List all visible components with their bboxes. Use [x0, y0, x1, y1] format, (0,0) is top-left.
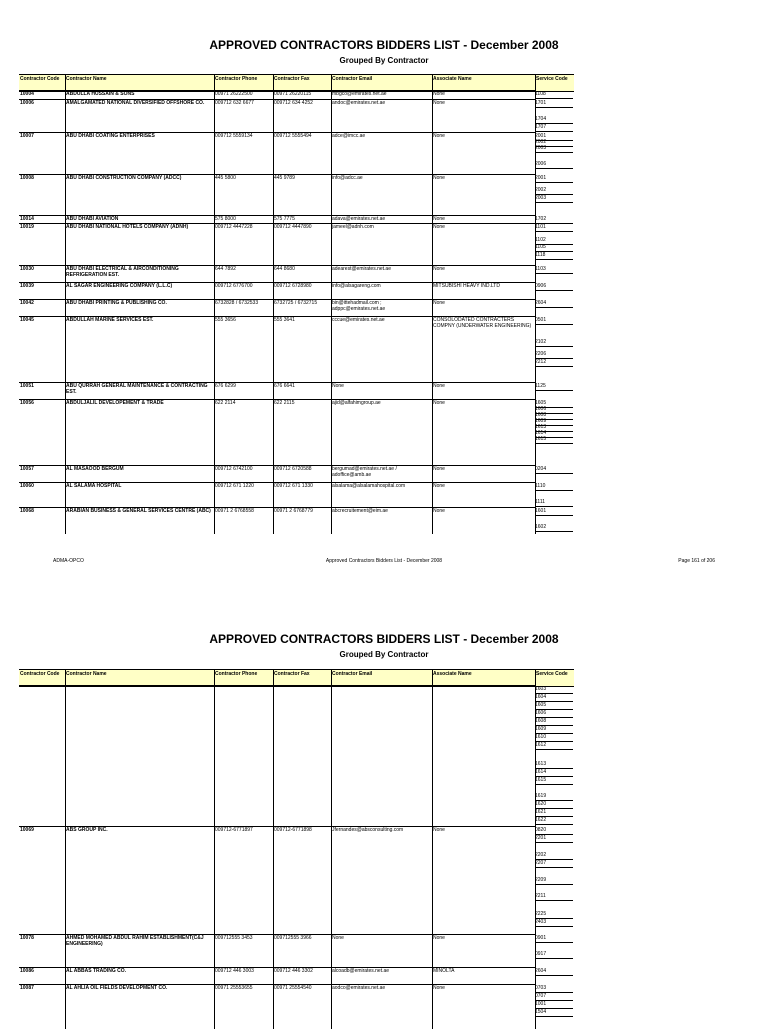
cell-service-code: 1001	[535, 1001, 573, 1009]
row-divider	[19, 984, 535, 985]
header-service: Service Code	[536, 671, 568, 677]
row-divider	[19, 90, 535, 91]
row-divider	[19, 507, 535, 508]
row-divider	[19, 482, 535, 483]
cell-service-code: 1609	[535, 726, 573, 734]
cell-code: 10078	[20, 935, 34, 941]
cell-associate: None	[433, 985, 445, 991]
cell-name: ABU DHABI AVIATION	[66, 216, 119, 222]
cell-code: 10006	[20, 100, 34, 106]
cell-email: Jfernandes@absconsulting.com	[332, 827, 404, 833]
cell-service-code: 2201	[535, 835, 573, 843]
cell-code: 10068	[20, 508, 34, 514]
cell-email: None	[332, 935, 344, 941]
cell-name: AHMED MOHAMED ABDUL RAHIM ESTABLISHMENT(C&J ENGINEERING)	[66, 935, 204, 947]
cell-associate: None	[433, 266, 445, 272]
cell-service-code: 1605	[535, 400, 573, 408]
cell-service-code: 1102	[535, 237, 573, 245]
cell-service-code: 1108	[535, 91, 573, 99]
cell-name: ABDULLA HUSSAIN & SONS	[66, 91, 135, 97]
cell-email: adava@emirates.net.ae	[332, 216, 386, 222]
cell-fax: 009712 5555494	[274, 133, 312, 139]
cell-phone: 009712 632 6677	[215, 100, 254, 106]
row-divider	[19, 282, 535, 283]
cell-service-code: 1614	[535, 430, 573, 438]
cell-service-code: 1603	[535, 686, 573, 694]
header-email: Contractor Email	[332, 76, 373, 82]
cell-name: ABU DHABI CONSTRUCTION COMPANY (ADCC)	[66, 175, 182, 181]
cell-service-code: 2225	[535, 911, 573, 919]
footer-left: ADMA-OPCO	[53, 558, 84, 564]
cell-service-code: 1615	[535, 777, 573, 785]
column-divider	[214, 669, 215, 1029]
cell-email: aodco@emirates.net.ae	[332, 985, 386, 991]
cell-service-code: 2212	[535, 359, 573, 367]
cell-service-code: 1125	[535, 383, 573, 391]
header-phone: Contractor Phone	[215, 671, 258, 677]
row-divider	[19, 215, 535, 216]
column-divider	[432, 669, 433, 1029]
cell-service-code: 2006	[535, 161, 573, 169]
footer-right: Page 161 of 206	[678, 558, 715, 564]
header-associate: Associate Name	[433, 671, 472, 677]
cell-service-code: 2202	[535, 852, 573, 860]
cell-associate: None	[433, 827, 445, 833]
cell-email: info@alsagareng.com	[332, 283, 381, 289]
cell-service-code: 1111	[535, 499, 573, 507]
cell-service-code: 0901	[535, 935, 573, 943]
row-divider	[19, 826, 535, 827]
cell-code: 10057	[20, 466, 34, 472]
cell-name: ABU QURRAH GENERAL MAINTENANCE & CONTRACTING EST.	[66, 383, 208, 395]
header-email: Contractor Email	[332, 671, 373, 677]
cell-phone: 676 6299	[215, 383, 236, 389]
cell-email: ajid@alfahimgroup.ae	[332, 400, 381, 406]
cell-code: 10007	[20, 133, 34, 139]
cell-fax: 676 6641	[274, 383, 295, 389]
cell-service-code: 1101	[535, 224, 573, 232]
cell-service-code: 0707	[535, 993, 573, 1001]
cell-service-code: 1612	[535, 742, 573, 750]
cell-service-code: 1610	[535, 734, 573, 742]
cell-code: 10030	[20, 266, 34, 272]
cell-name: AL AHLIA OIL FIELDS DEVELOPMENT CO.	[66, 985, 168, 991]
cell-phone: 009712555 3453	[215, 935, 253, 941]
cell-service-code: 2001	[535, 175, 573, 183]
cell-associate: CONSOLODATED CONTRACTERS COMPNY (UNDERWATER ENGINEERING)	[433, 317, 532, 329]
cell-phone: 6732828 / 6732533	[215, 300, 259, 306]
cell-service-code: 0906	[535, 283, 573, 291]
cell-service-code: 1602	[535, 524, 573, 532]
cell-phone: 555 3656	[215, 317, 236, 323]
cell-fax: 009712555 3966	[274, 935, 312, 941]
cell-service-code: 1118	[535, 252, 573, 260]
cell-service-code: 2604	[535, 968, 573, 976]
cell-email: jameel@adnh.com	[332, 224, 374, 230]
header-service: Service Code	[536, 76, 568, 82]
cell-fax: 644 8680	[274, 266, 295, 272]
cell-phone: 622 2114	[215, 400, 236, 406]
cell-service-code: 1601	[535, 508, 573, 516]
cell-service-code: 2003	[535, 195, 573, 203]
cell-fax: 575 7775	[274, 216, 295, 222]
cell-service-code: 1704	[535, 116, 573, 124]
cell-code: 10069	[20, 827, 34, 833]
cell-email: alsalama@alsalamahospital.com	[332, 483, 406, 489]
cell-service-code: 2403	[535, 919, 573, 927]
cell-service-code: 0820	[535, 827, 573, 835]
header-fax: Contractor Fax	[274, 76, 310, 82]
cell-service-code: 2604	[535, 300, 573, 308]
cell-code: 10056	[20, 400, 34, 406]
cell-service-code: 1621	[535, 809, 573, 817]
row-divider	[19, 685, 535, 686]
cell-email: None	[332, 383, 344, 389]
cell-name: AL MASAOOD BERGUM	[66, 466, 124, 472]
cell-phone: 009712 6742100	[215, 466, 253, 472]
footer-center: Approved Contractors Bidders List - December 2008	[325, 558, 443, 564]
cell-phone: 00971 26222500	[215, 91, 253, 97]
row-divider	[19, 223, 535, 224]
row-divider	[19, 174, 535, 175]
row-divider	[19, 316, 535, 317]
row-divider	[19, 132, 535, 133]
cell-fax: 445 9789	[274, 175, 295, 181]
cell-associate: None	[433, 300, 445, 306]
cell-associate: None	[433, 400, 445, 406]
cell-name: AMALGAMATED NATIONAL DIVERSIFIED OFFSHORE CO.	[66, 100, 205, 106]
cell-code: 10045	[20, 317, 34, 323]
contractor-table	[19, 74, 574, 534]
cell-phone: 009712 671 1220	[215, 483, 254, 489]
cell-phone: 644 7892	[215, 266, 236, 272]
cell-email: info@adcc.ae	[332, 175, 363, 181]
cell-code: 10019	[20, 224, 34, 230]
cell-associate: None	[433, 466, 445, 472]
cell-service-code: 1620	[535, 801, 573, 809]
cell-service-code: 1606	[535, 710, 573, 718]
cell-code: 10039	[20, 283, 34, 289]
cell-associate: None	[433, 224, 445, 230]
cell-name: ARABIAN BUSINESS & GENERAL SERVICES CENTRE (ABC)	[66, 508, 211, 514]
cell-service-code: 2001	[535, 133, 573, 141]
cell-name: ABU DHABI COATING ENTERPRISES	[66, 133, 155, 139]
column-divider	[331, 669, 332, 1029]
cell-phone: 009712 446 3003	[215, 968, 254, 974]
cell-phone: 00971 2 6768558	[215, 508, 254, 514]
cell-service-code: 2002	[535, 139, 573, 147]
cell-service-code: 2206	[535, 351, 573, 359]
cell-service-code: 1622	[535, 817, 573, 825]
cell-phone: 009712 6776700	[215, 283, 253, 289]
page-subtitle: Grouped By Contractor	[339, 650, 429, 659]
cell-email: alcoadb@emirates.net.ae	[332, 968, 390, 974]
row-divider	[19, 99, 535, 100]
cell-service-code: 0501	[535, 317, 573, 325]
header-code: Contractor Code	[20, 671, 60, 677]
cell-service-code: 1605	[535, 702, 573, 710]
cell-phone: 00971 25553655	[215, 985, 253, 991]
cell-service-code: 1615	[535, 436, 573, 444]
cell-fax: 622 2115	[274, 400, 295, 406]
cell-code: 10060	[20, 483, 34, 489]
row-divider	[19, 465, 535, 466]
header-phone: Contractor Phone	[215, 76, 258, 82]
cell-email: abcrecruitement@eim.ae	[332, 508, 388, 514]
cell-service-code: 1110	[535, 483, 573, 491]
column-divider	[65, 669, 66, 1029]
cell-associate: None	[433, 100, 445, 106]
cell-service-code: 1614	[535, 769, 573, 777]
cell-name: ABU DHABI PRINTING & PUBLISHING CO.	[66, 300, 167, 306]
cell-associate: None	[433, 935, 445, 941]
header-fax: Contractor Fax	[274, 671, 310, 677]
cell-service-code: 0703	[535, 985, 573, 993]
cell-service-code: 1619	[535, 793, 573, 801]
cell-associate: None	[433, 175, 445, 181]
cell-service-code: 0917	[535, 951, 573, 959]
cell-service-code: 1604	[535, 694, 573, 702]
cell-associate: None	[433, 216, 445, 222]
cell-phone: 445 5800	[215, 175, 236, 181]
cell-associate: None	[433, 133, 445, 139]
cell-fax: 009712 4447890	[274, 224, 312, 230]
cell-service-code: 2002	[535, 187, 573, 195]
cell-phone: 009712 4447228	[215, 224, 253, 230]
cell-name: AL ABBAS TRADING CO.	[66, 968, 126, 974]
cell-phone: 009712 5559134	[215, 133, 253, 139]
cell-associate: MITSUBISHI HEAVY IND.LTD	[433, 283, 500, 289]
cell-associate: None	[433, 383, 445, 389]
row-divider	[19, 265, 535, 266]
cell-name: ABDULJALIL DEVELOPEMENT & TRADE	[66, 400, 164, 406]
page-title: APPROVED CONTRACTORS BIDDERS LIST - December 2008	[209, 38, 559, 52]
cell-email: andoc@emirates.net.ae	[332, 100, 386, 106]
cell-service-code: 1701	[535, 100, 573, 108]
cell-email: bergumad@emirates.net.ae / adoffice@amb.ae	[332, 466, 397, 478]
page-title: APPROVED CONTRACTORS BIDDERS LIST - December 2008	[209, 632, 559, 646]
cell-fax: 009712-6771898	[274, 827, 312, 833]
cell-fax: 555 3641	[274, 317, 295, 323]
header-associate: Associate Name	[433, 76, 472, 82]
cell-service-code: 1609	[535, 418, 573, 426]
cell-fax: 009712 671 1330	[274, 483, 313, 489]
cell-phone: 009712-6771897	[215, 827, 253, 833]
cell-service-code: 1504	[535, 1009, 573, 1017]
row-divider	[19, 934, 535, 935]
cell-service-code: 1103	[535, 266, 573, 274]
cell-code: 10086	[20, 968, 34, 974]
cell-fax: 009712 634 4252	[274, 100, 313, 106]
cell-service-code: 1608	[535, 412, 573, 420]
cell-code: 10042	[20, 300, 34, 306]
cell-name: ABS GROUP INC.	[66, 827, 108, 833]
cell-service-code: 0204	[535, 466, 573, 474]
cell-code: 10087	[20, 985, 34, 991]
cell-email: mbgco@emirates.net.ae	[332, 91, 387, 97]
cell-service-code: 1613	[535, 424, 573, 432]
cell-name: AL SALAMA HOSPITAL	[66, 483, 122, 489]
cell-name: AL SAGAR ENGINEERING COMPANY (L.L.C)	[66, 283, 173, 289]
cell-code: 10051	[20, 383, 34, 389]
cell-name: ABDULLAH MARINE SERVICES EST.	[66, 317, 154, 323]
header-name: Contractor Name	[66, 76, 107, 82]
cell-fax: 6732725 / 6732715	[274, 300, 318, 306]
cell-fax: 009712 6720588	[274, 466, 312, 472]
header-code: Contractor Code	[20, 76, 60, 82]
cell-fax: 00971 26220115	[274, 91, 312, 97]
cell-name: ABU DHABI ELECTRICAL & AIRCONDITIONING REFRIGERATION EST.	[66, 266, 179, 278]
cell-code: 10004	[20, 91, 34, 97]
cell-code: 10014	[20, 216, 34, 222]
header-name: Contractor Name	[66, 671, 107, 677]
cell-service-code: 2209	[535, 877, 573, 885]
page-subtitle: Grouped By Contractor	[339, 56, 429, 65]
cell-email: adce@imcc.ae	[332, 133, 366, 139]
row-divider	[19, 399, 535, 400]
cell-service-code: 2211	[535, 893, 573, 901]
row-divider	[19, 299, 535, 300]
cell-service-code: 1613	[535, 761, 573, 769]
cell-name: ABU DHABI NATIONAL HOTELS COMPANY (ADNH)	[66, 224, 189, 230]
row-divider	[19, 967, 535, 968]
cell-associate: MINOLTA	[433, 968, 455, 974]
cell-service-code: 1606	[535, 406, 573, 414]
cell-fax: 009712 446 3302	[274, 968, 313, 974]
cell-service-code: 1702	[535, 216, 573, 224]
cell-service-code: 2207	[535, 860, 573, 868]
cell-fax: 00971 25554540	[274, 985, 312, 991]
cell-code: 10008	[20, 175, 34, 181]
cell-associate: None	[433, 483, 445, 489]
cell-email: bin@ittehadmail.com ; adppc@emirates.net.ae	[332, 300, 386, 312]
cell-service-code: 1608	[535, 718, 573, 726]
cell-service-code: 2102	[535, 339, 573, 347]
cell-fax: 00971 2 6768779	[274, 508, 313, 514]
cell-associate: None	[433, 508, 445, 514]
contractor-table	[19, 669, 574, 1029]
cell-email: cccue@emirates.net.ae	[332, 317, 385, 323]
cell-email: adearest@emirates.net.ae	[332, 266, 391, 272]
column-divider	[273, 669, 274, 1029]
cell-associate: None	[433, 91, 445, 97]
page-2	[0, 600, 768, 1024]
cell-service-code: 1707	[535, 124, 573, 132]
cell-phone: 575 8000	[215, 216, 236, 222]
row-divider	[19, 382, 535, 383]
cell-service-code: 2003	[535, 145, 573, 153]
cell-service-code: 1105	[535, 244, 573, 252]
cell-fax: 009712 6728980	[274, 283, 312, 289]
